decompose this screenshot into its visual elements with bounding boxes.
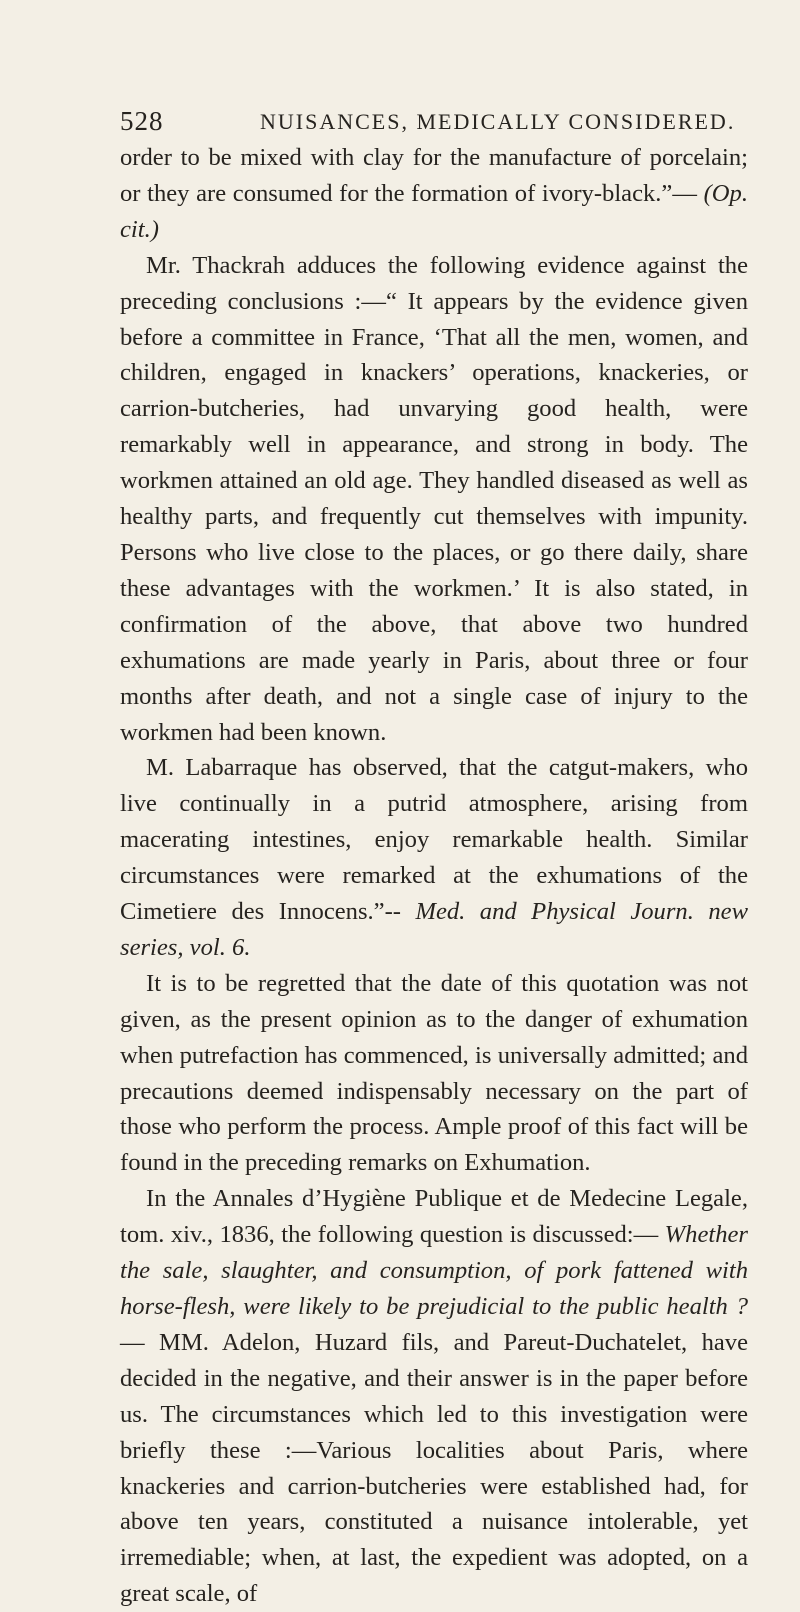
paragraph-1-text: order to be mixed with clay for the manufacture of porcelain; or they are consumed for the formation of ivory-black.”— [120,144,748,207]
paragraph-3-text: M. Labarraque has observed, that the catgut-makers, who live continually in a putrid atmosphere, arising from macerating intestines, enjoy remarkable health. Similar circumstances were remarked at the exhumations of the Cimetiere des Innocens.”-- [120,754,748,926]
paragraph-3-citation: Med. and Physical Journ. new series, vol. 6. [120,898,748,961]
paragraph-5-text: In the Annales d’Hygiène Publique et de Medecine Legale, tom. xiv., 1836, the following question is discussed:— [120,1185,748,1249]
paragraph-1-citation: (Op. cit.) [120,179,748,243]
page-number: 528 [120,106,164,136]
paragraph-5-text-continued: — MM. Adelon, Huzard fils, and Pareut-Duchatelet, have decided in the negative, and their answer is in the paper before us. The circumstances which led to this investigation were briefly these :—Various localities about Paris, where knackeries and carrion-butcheries were established had, for above ten years, constituted a nuisance intolerable, yet irremediable; when, at last, the expedient was adopted, on a great scale, of [120,1328,748,1608]
paragraph-1 [120,140,748,248]
paragraph-5-question: Whether the sale, slaughter, and consumption, of pork fattened with horse-flesh, were likely to be prejudicial to the public health ? [120,1221,748,1320]
running-title: NUISANCES, MEDICALLY CONSIDERED. [260,109,736,134]
paragraph-4-text: It is to be regretted that the date of this quotation was not given, as the present opinion as to the danger of exhumation when putrefaction has commenced, is universally admitted; and precautions deemed indispensably necessary on the part of those who perform the process. Ample proof of this fact will be found in the preceding remarks on Exhumation. [120,969,748,1177]
paragraph-5 [120,1181,748,1612]
paragraph-3 [120,750,748,965]
paragraph-2-text: Mr. Thackrah adduces the following evidence against the preceding conclusions :—“ It appears by the evidence given before a committee in France, ‘That all the men, women, and children, engaged in knackers’ operations, knackeries, or carrion-butcheries, had unvarying good health, were remarkably well in appearance, and strong in body. The workmen attained an old age. They handled diseased as well as healthy parts, and frequently cut themselves with impunity. Persons who live close to the places, or go there daily, share these advantages with the workmen.’ It is also stated, in confirmation of the above, that above two hundred exhumations are made yearly in Paris, about three or four months after death, and not a single case of injury to the workmen had been known. [120,251,748,746]
paragraph-2 [120,248,748,751]
paragraph-4 [120,966,748,1181]
body-text [120,140,748,1612]
